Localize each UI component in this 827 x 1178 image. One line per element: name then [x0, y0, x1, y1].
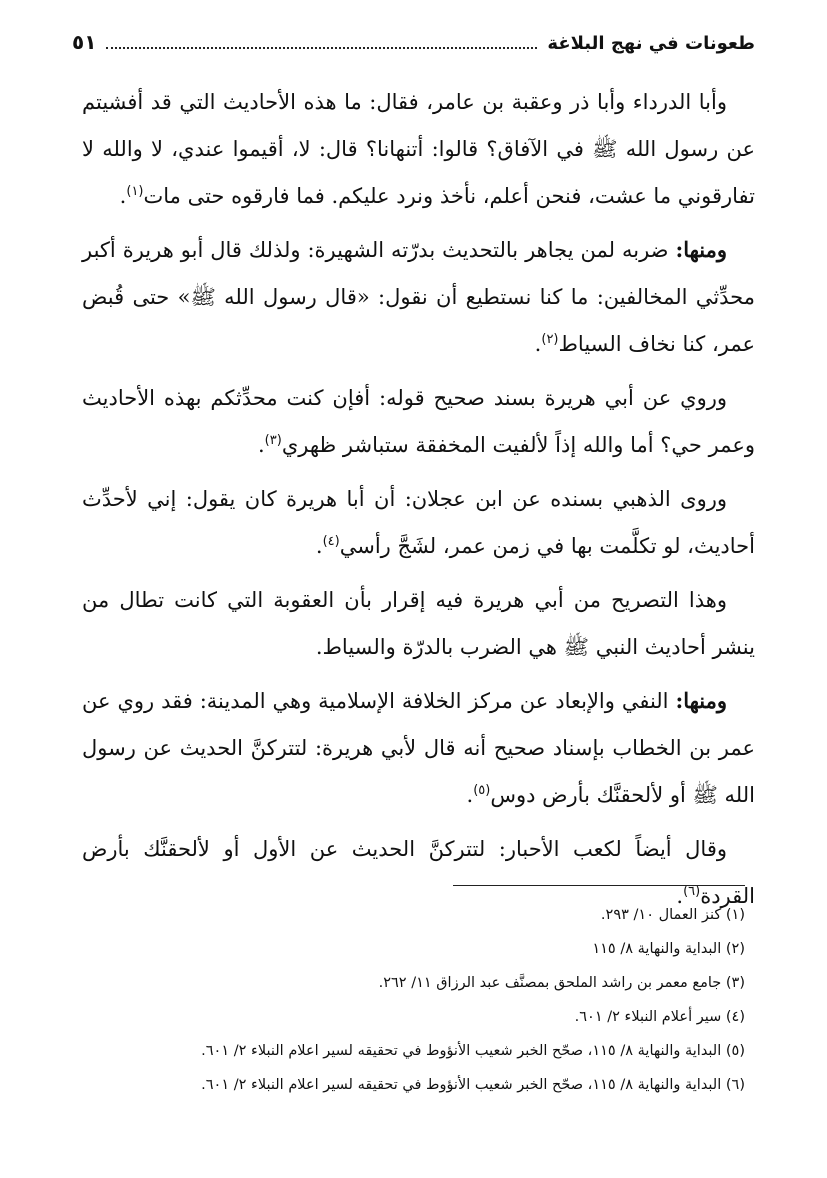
paragraph-end: .	[676, 884, 684, 908]
paragraph-end: .	[534, 332, 542, 356]
footnote-marker[interactable]: (١)	[126, 184, 144, 199]
book-title: طعونات في نهج البلاغة	[547, 33, 755, 54]
footnote-separator	[453, 885, 745, 886]
footnote-marker[interactable]: (٣)	[264, 433, 282, 448]
footnote: (١) كنز العمال ١٠/ ٢٩٣.	[600, 907, 745, 923]
footnote-marker[interactable]: (٥)	[473, 783, 491, 798]
paragraph	[82, 78, 755, 220]
footnote: (٦) البداية والنهاية ٨/ ١١٥، صحّح الخبر شعيب الأنؤوط في تحقيقه لسير اعلام النبلاء ٢/ ٦٠١.	[201, 1077, 745, 1093]
paragraph-text: وروى الذهبي بسنده عن ابن عجلان: أن أبا هريرة كان يقول: إني لأحدِّث أحاديث، لو تكلَّمت بها في زمن عمر، لشَجَّ رأسي	[82, 487, 755, 558]
paragraph-lead: ومنها:	[675, 237, 727, 262]
footnotes	[82, 898, 745, 1102]
paragraph-end: .	[257, 433, 265, 457]
paragraph-text: ضربه لمن يجاهر بالتحديث بدرّته الشهيرة: ولذلك قال أبو هريرة أكبر محدِّثي المخالفين: ما كنا نستطيع أن نقول: «قال رسول الله ﷺ» حتى قُبض عمر، كنا نخاف السياط	[82, 238, 755, 356]
paragraph-text: وأبا الدرداء وأبا ذر وعقبة بن عامر، فقال: ما هذه الأحاديث التي قد أفشيتم عن رسول الله ﷺ في الآفاق؟ قالوا: أتنهانا؟ قال: لا، أقيموا عندي، لا والله لا تفارقوني ما عشت، فنحن أعلم، نأخذ ونرد عليكم. فما فارقوه حتى مات	[82, 90, 755, 208]
paragraph-text: وروي عن أبي هريرة بسند صحيح قوله: أفإن كنت محدِّثكم بهذه الأحاديث وعمر حي؟ أما والله إذاً لألفيت المخفقة ستباشر ظهري	[82, 386, 755, 457]
main-text	[82, 78, 755, 926]
footnote: (٤) سير أعلام النبلاء ٢/ ٦٠١.	[574, 1009, 745, 1025]
header-leader-dots	[106, 35, 537, 49]
page-number: ٥١	[72, 30, 97, 54]
footnote: (٣) جامع معمر بن راشد الملحق بمصنَّف عبد الرزاق ١١/ ٢٦٢.	[378, 975, 745, 991]
running-header	[72, 30, 755, 64]
footnote: (٢) البداية والنهاية ٨/ ١١٥	[592, 941, 745, 957]
paragraph-lead: ومنها:	[675, 688, 727, 713]
footnote-marker[interactable]: (٢)	[541, 332, 559, 347]
paragraph	[82, 226, 755, 368]
footnote-marker[interactable]: (٤)	[322, 534, 340, 549]
paragraph-end: .	[466, 783, 474, 807]
paragraph-text: وهذا التصريح من أبي هريرة فيه إقرار بأن العقوبة التي كانت تطال من ينشر أحاديث النبي ﷺ هي الضرب بالدرّة والسياط.	[82, 588, 755, 659]
paragraph-end: .	[119, 184, 127, 208]
paragraph	[82, 475, 755, 570]
footnote: (٥) البداية والنهاية ٨/ ١١٥، صحّح الخبر شعيب الأنؤوط في تحقيقه لسير اعلام النبلاء ٢/ ٦٠١.	[201, 1043, 745, 1059]
paragraph	[82, 576, 755, 671]
paragraph-text: النفي والإبعاد عن مركز الخلافة الإسلامية وهي المدينة: فقد روي عن عمر بن الخطاب بإسناد صحيح أنه قال لأبي هريرة: لتتركنَّ الحديث عن رسول الله ﷺ أو لألحقنَّك بأرض دوس	[82, 689, 755, 807]
paragraph	[82, 374, 755, 469]
paragraph-end: .	[315, 534, 323, 558]
paragraph-text: وقال أيضاً لكعب الأحبار: لتتركنَّ الحديث عن الأول أو لألحقنَّك بأرض القردة	[82, 837, 755, 908]
paragraph	[82, 677, 755, 819]
footnote-marker[interactable]: (٦)	[683, 884, 701, 899]
